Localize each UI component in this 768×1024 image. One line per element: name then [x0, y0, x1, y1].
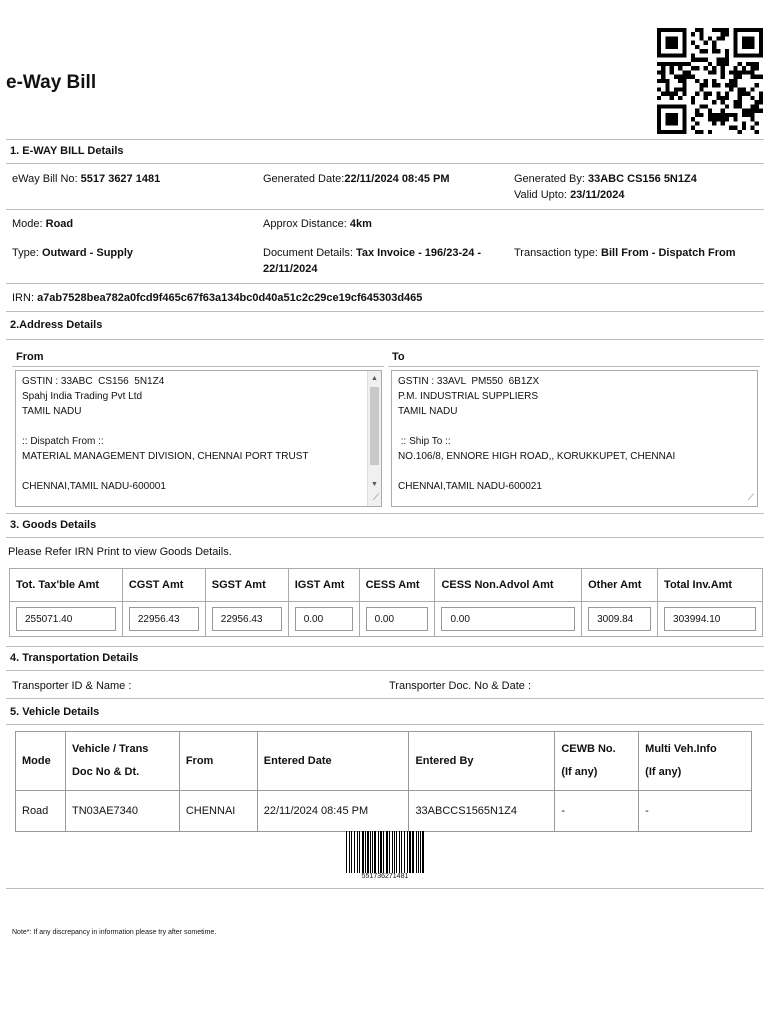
goods-cell: [205, 602, 288, 637]
from-line: TAMIL NADU: [22, 406, 82, 417]
transporter-doc: Transporter Doc. No & Date :: [389, 680, 532, 692]
from-line: Spahj India Trading Pvt Ltd: [22, 391, 143, 402]
to-line: [398, 464, 751, 479]
barcode-icon: [346, 831, 424, 873]
goods-table: [9, 568, 763, 637]
goods-header: Tot. Tax'ble Amt: [10, 569, 123, 602]
generated-date: Generated Date:22/11/2024 08:45 PM: [263, 173, 450, 185]
vehicle-header-line: Entered By: [415, 754, 474, 767]
transaction-type: Transaction type: Bill From - Dispatch From: [514, 247, 736, 259]
vehicle-header-line: (If any): [645, 766, 682, 778]
transporter-id-name: Transporter ID & Name :: [12, 680, 132, 692]
from-line: :: Dispatch From ::: [22, 436, 104, 447]
ewb-number: eWay Bill No: 5517 3627 1481: [12, 173, 161, 185]
goods-cell: [658, 602, 763, 637]
goods-header: SGST Amt: [205, 569, 288, 602]
goods-value-field[interactable]: 0.00: [295, 607, 353, 631]
vehicle-header: [257, 732, 409, 791]
section-title-ewb-details: 1. E-WAY BILL Details: [10, 145, 124, 157]
vehicle-cell: Road: [16, 791, 66, 832]
vehicle-header: [409, 732, 555, 791]
from-address-lines: [22, 374, 375, 494]
goods-cell: [359, 602, 435, 637]
vehicle-header-line: From: [185, 754, 214, 767]
goods-cell: [582, 602, 658, 637]
resize-grip-icon[interactable]: ⟋: [372, 492, 379, 502]
to-line: P.M. INDUSTRIAL SUPPLIERS: [398, 391, 539, 402]
vehicle-header-line: Mode: [22, 754, 51, 767]
goods-value-field[interactable]: 255071.40: [16, 607, 116, 631]
vehicle-table: [15, 731, 752, 832]
page-title: e-Way Bill: [6, 72, 97, 93]
goods-header: CGST Amt: [122, 569, 205, 602]
section-title-goods: 3. Goods Details: [10, 519, 97, 531]
to-address-textarea[interactable]: [391, 370, 758, 507]
from-line: [22, 464, 375, 479]
valid-upto: Valid Upto: 23/11/2024: [514, 189, 625, 201]
to-line: CHENNAI,TAMIL NADU-600021: [398, 481, 542, 492]
mode: Mode: Road: [12, 218, 74, 230]
goods-cell: [10, 602, 123, 637]
to-address-lines: [398, 374, 751, 494]
scroll-up-icon[interactable]: ▲: [371, 375, 378, 382]
to-line: GSTIN : 33AVL PM550 6B1ZX: [398, 376, 540, 387]
goods-header: CESS Amt: [359, 569, 435, 602]
goods-cell: [288, 602, 359, 637]
from-line: CHENNAI,TAMIL NADU-600001: [22, 481, 166, 492]
section-title-transport: 4. Transportation Details: [10, 652, 139, 664]
to-line: NO.106/8, ENNORE HIGH ROAD,, KORUKKUPET, CHENNAI: [398, 451, 676, 462]
supply-type: Type: Outward - Supply: [12, 247, 134, 259]
section-title-address: 2.Address Details: [10, 319, 103, 331]
goods-value-field[interactable]: 22956.43: [129, 607, 199, 631]
section-title-vehicle: 5. Vehicle Details: [10, 706, 100, 718]
goods-value-field[interactable]: 303994.10: [664, 607, 756, 631]
from-line: [22, 419, 375, 434]
vehicle-header-line: Entered Date: [263, 754, 332, 767]
goods-note: Please Refer IRN Print to view Goods Details.: [8, 546, 232, 558]
from-label: From: [16, 351, 44, 363]
irn: IRN: a7ab7528bea782a0fcd9f465c67f63a134bc0d40a51c2c29ce19cf645303d465: [12, 292, 423, 304]
vehicle-cell: -: [639, 791, 752, 832]
barcode-number: 551736271481: [361, 873, 409, 880]
vehicle-cell: CHENNAI: [179, 791, 257, 832]
scroll-down-icon[interactable]: ▼: [371, 481, 378, 488]
goods-value-field[interactable]: 22956.43: [212, 607, 282, 631]
goods-value-field[interactable]: 3009.84: [588, 607, 651, 631]
goods-header: CESS Non.Advol Amt: [435, 569, 582, 602]
document-details: Document Details: Tax Invoice - 196/23-24 - 22/11/2024: [263, 247, 482, 275]
from-line: GSTIN : 33ABC CS156 5N1Z4: [22, 376, 165, 387]
goods-header: IGST Amt: [288, 569, 359, 602]
goods-value-field[interactable]: 0.00: [441, 607, 575, 631]
page-bottom-margin: [0, 955, 768, 1024]
goods-value-field[interactable]: 0.00: [366, 607, 429, 631]
vehicle-header-line: Doc No & Dt.: [71, 766, 140, 778]
goods-header: Total Inv.Amt: [658, 569, 763, 602]
vehicle-cell: 22/11/2024 08:45 PM: [257, 791, 409, 832]
goods-cell: [122, 602, 205, 637]
vehicle-header: [65, 732, 179, 791]
approx-distance: Approx Distance: 4km: [263, 218, 372, 230]
from-address-scrollbar[interactable]: [367, 371, 381, 506]
vehicle-header: [179, 732, 257, 791]
vehicle-header: [639, 732, 752, 791]
goods-cell: [435, 602, 582, 637]
from-address-textarea[interactable]: [15, 370, 382, 507]
to-line: :: Ship To ::: [398, 436, 451, 447]
vehicle-header-line: Vehicle / Trans: [71, 743, 149, 755]
vehicle-cell: TN03AE7340: [65, 791, 179, 832]
goods-header: Other Amt: [582, 569, 658, 602]
vehicle-header-line: Multi Veh.Info: [645, 743, 717, 755]
vehicle-header-line: CEWB No.: [561, 743, 616, 755]
to-label: To: [392, 351, 405, 363]
to-line: TAMIL NADU: [398, 406, 458, 417]
vehicle-header-line: (If any): [561, 766, 598, 778]
vehicle-header: [555, 732, 639, 791]
generated-by: Generated By: 33ABC CS156 5N1Z4: [514, 173, 697, 185]
vehicle-header: [16, 732, 66, 791]
to-line: [398, 419, 751, 434]
vehicle-cell: -: [555, 791, 639, 832]
qr-code-icon: [657, 28, 763, 134]
footer-note: Note*: If any discrepancy in information please try after sometime.: [12, 929, 217, 936]
resize-grip-icon[interactable]: ⟋: [747, 492, 754, 502]
vehicle-cell: 33ABCCS1565N1Z4: [409, 791, 555, 832]
from-line: MATERIAL MANAGEMENT DIVISION, CHENNAI PORT TRUST: [22, 451, 309, 462]
